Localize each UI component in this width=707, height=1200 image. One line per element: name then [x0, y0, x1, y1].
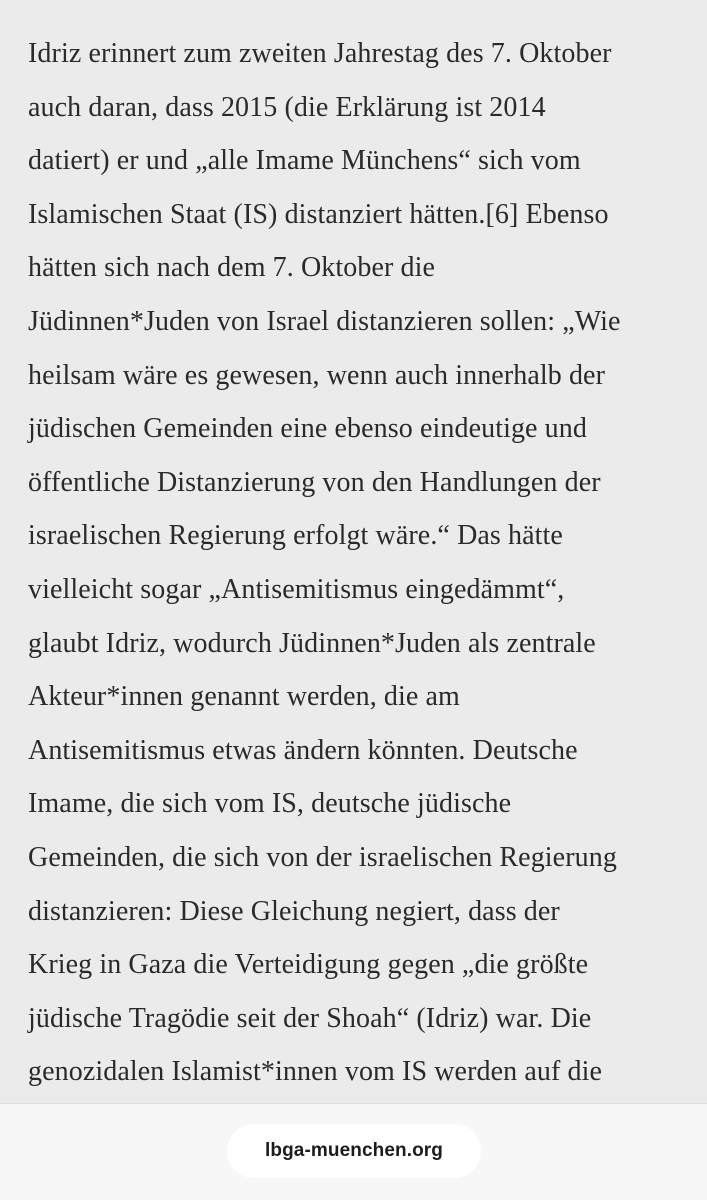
- article-line: hätten sich nach dem 7. Oktober die: [28, 252, 436, 284]
- article-line: glaubt Idriz, wodurch Jüdinnen*Juden als zentrale: [28, 627, 596, 659]
- article-line: Akteur*innen genannt werden, die am: [28, 681, 460, 713]
- article-line: vielleicht sogar „Antisemitismus eingedämmt“,: [28, 573, 565, 605]
- article-line: distanzieren: Diese Gleichung negiert, dass der: [28, 895, 560, 927]
- article-line: jüdische Tragödie seit der Shoah“ (Idriz) war. Die: [28, 1002, 592, 1034]
- url-text[interactable]: lbga-muenchen.org: [265, 1140, 443, 1161]
- article-line: auch daran, dass 2015 (die Erklärung ist 2014: [28, 91, 546, 123]
- article-line: israelischen Regierung erfolgt wäre.“ Das hätte: [28, 520, 563, 552]
- article-line: Krieg in Gaza die Verteidigung gegen „die größte: [28, 949, 589, 981]
- article-line: Islamischen Staat (IS) distanziert hätten.[6] Ebenso: [28, 198, 609, 230]
- address-bar[interactable]: [227, 1124, 481, 1178]
- article-line: jüdischen Gemeinden eine ebenso eindeutige und: [28, 413, 587, 445]
- article-line: öffentliche Distanzierung von den Handlungen der: [28, 466, 601, 498]
- article-line: Idriz erinnert zum zweiten Jahrestag des 7. Oktober: [28, 38, 612, 69]
- article-body: [28, 27, 678, 1152]
- article-line: Jüdinnen*Juden von Israel distanzieren sollen: „Wie: [28, 305, 621, 337]
- article-line: datiert) er und „alle Imame Münchens“ sich vom: [28, 145, 581, 177]
- article-line: Imame, die sich vom IS, deutsche jüdische: [28, 788, 512, 820]
- article-line: genozidalen Islamist*innen vom IS werden auf die: [28, 1056, 602, 1088]
- article-line: Gemeinden, die sich von der israelischen Regierung: [28, 841, 617, 873]
- article-line: heilsam wäre es gewesen, wenn auch innerhalb der: [28, 359, 606, 391]
- article-line: Antisemitismus etwas ändern könnten. Deutsche: [28, 734, 578, 766]
- browser-toolbar: [0, 1104, 707, 1200]
